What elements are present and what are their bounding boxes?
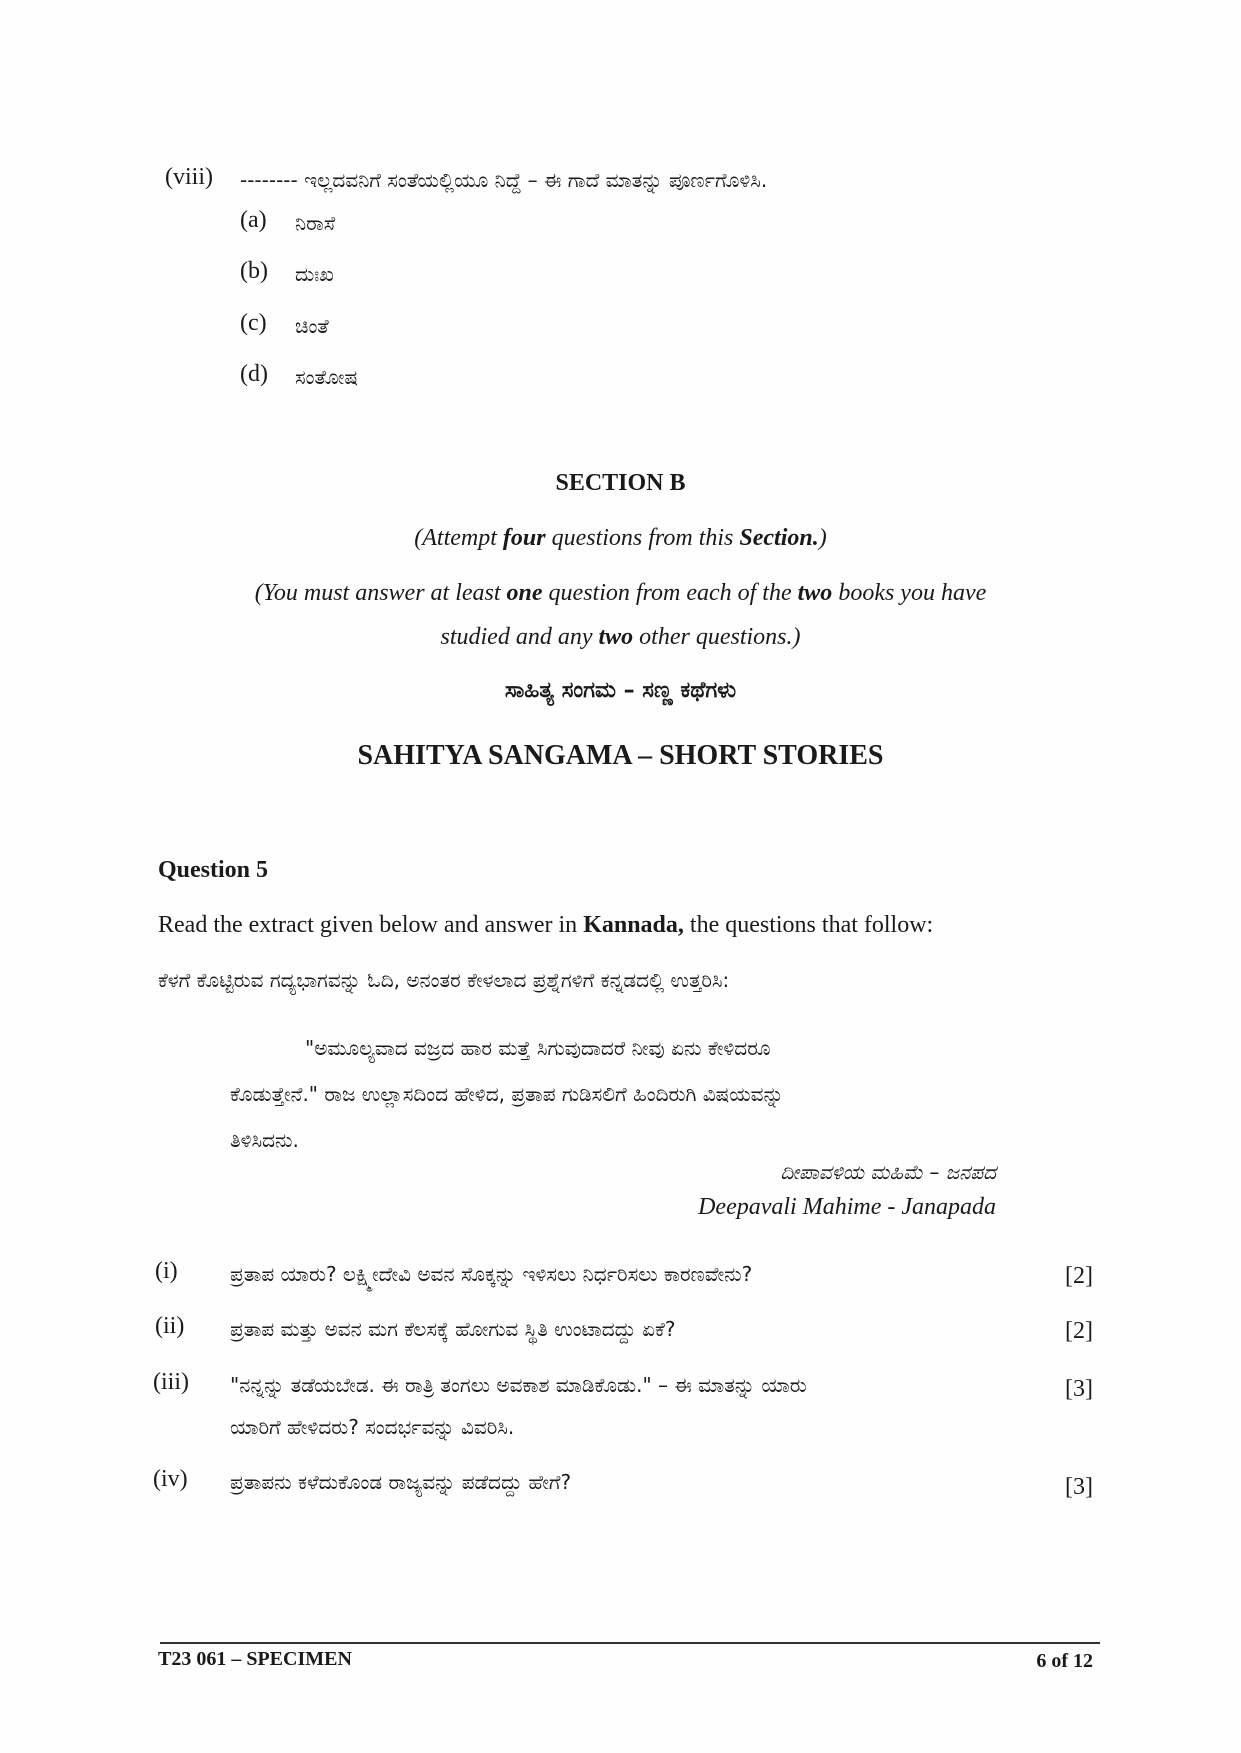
section-instruction-3 xyxy=(0,624,1241,651)
inst3-c: other questions.) xyxy=(633,624,801,650)
inst1-mid: questions from this xyxy=(545,525,740,551)
inst3-a: studied and any xyxy=(440,624,599,650)
instr-en-bold: Kannada, xyxy=(583,912,684,938)
section-instruction-1 xyxy=(0,525,1241,552)
inst1-bold2: Section. xyxy=(739,525,819,551)
q8-option-b-text: ದುಃಖ xyxy=(295,262,334,286)
extract-line-3: ತಿಳಿಸಿದನು. xyxy=(230,1128,299,1152)
inst2-d: two xyxy=(797,580,833,606)
q8-option-d-text: ಸಂತೋಷ xyxy=(295,365,358,389)
q8-number: (viii) xyxy=(165,164,213,190)
q8-text: -------- ಇಲ್ಲದವನಿಗೆ ಸಂತೆಯಲ್ಲಿಯೂ ನಿದ್ದೆ – ಈ ಗಾದೆ ಮಾತನ್ನು ಪೂರ್ಣಗೊಳಿಸಿ. xyxy=(240,168,768,192)
q8-option-a-text: ನಿರಾಸೆ xyxy=(295,211,336,235)
question-title: Question 5 xyxy=(158,857,269,883)
inst1-post: ) xyxy=(818,525,827,551)
inst3-b: two xyxy=(598,624,634,650)
sub-question-4-number: (iv) xyxy=(153,1466,188,1492)
extract-line-2: ಕೊಡುತ್ತೇನೆ." ರಾಜ ಉಲ್ಲಾಸದಿಂದ ಹೇಳಿದ, ಪ್ರತಾಪ ಗುಡಿಸಲಿಗೆ ಹಿಂದಿರುಗಿ ವಿಷಯವನ್ನು xyxy=(230,1082,784,1106)
sub-question-2-number: (ii) xyxy=(155,1313,185,1339)
sub-question-3-text: "ನನ್ನನ್ನು ತಡೆಯಬೇಡ. ಈ ರಾತ್ರಿ ತಂಗಲು ಅವಕಾಶ ಮಾಡಿಕೊಡು." – ಈ ಮಾತನ್ನು ಯಾರು xyxy=(230,1373,807,1397)
source-kannada: ದೀಪಾವಳಿಯ ಮಹಿಮೆ – ಜನಪದ xyxy=(780,1160,996,1184)
sub-question-3-marks: [3] xyxy=(1065,1376,1093,1402)
footer-paper-code: T23 061 – SPECIMEN xyxy=(158,1648,352,1670)
section-title: SECTION B xyxy=(555,470,686,496)
sub-question-3-text-cont: ಯಾರಿಗೆ ಹೇಳಿದರು? ಸಂದರ್ಭವನ್ನು ವಿವರಿಸಿ. xyxy=(230,1415,515,1439)
extract-line-1: "ಅಮೂಲ್ಯವಾದ ವಜ್ರದ ಹಾರ ಮತ್ತೆ ಸಿಗುವುದಾದರೆ ನೀವು ಏನು ಕೇಳಿದರೂ xyxy=(305,1036,771,1060)
source-english: Deepavali Mahime - Janapada xyxy=(698,1194,996,1220)
sub-question-4-text: ಪ್ರತಾಪನು ಕಳೆದುಕೊಂಡ ರಾಜ್ಯವನ್ನು ಪಡೆದದ್ದು ಹೇಗೆ? xyxy=(230,1470,572,1494)
inst2-c: question from each of the xyxy=(542,580,798,606)
section-instruction-2 xyxy=(0,580,1241,607)
inst2-b: one xyxy=(506,580,543,606)
question-instruction-english xyxy=(158,912,933,939)
sub-question-1-text: ಪ್ರತಾಪ ಯಾರು? ಲಕ್ಷ್ಮೀದೇವಿ ಅವನ ಸೊಕ್ಕನ್ನು ಇಳಿಸಲು ನಿರ್ಧರಿಸಲು ಕಾರಣವೇನು? xyxy=(230,1262,753,1286)
sub-question-2-text: ಪ್ರತಾಪ ಮತ್ತು ಅವನ ಮಗ ಕೆಲಸಕ್ಕೆ ಹೋಗುವ ಸ್ಥಿತಿ ಉಂಟಾದದ್ದು ಏಕೆ? xyxy=(230,1317,676,1341)
book-title-english: SAHITYA SANGAMA – SHORT STORIES xyxy=(357,740,884,771)
footer-page-number: 6 of 12 xyxy=(1036,1650,1093,1672)
q8-option-c-label: (c) xyxy=(240,310,267,336)
footer-divider xyxy=(160,1642,1100,1644)
sub-question-1-marks: [2] xyxy=(1065,1263,1093,1289)
instr-en-a: Read the extract given below and answer in xyxy=(158,912,584,938)
q8-option-b-label: (b) xyxy=(240,258,268,284)
sub-question-2-marks: [2] xyxy=(1065,1318,1093,1344)
q8-option-a-label: (a) xyxy=(240,207,267,233)
inst1-pre: (Attempt xyxy=(414,525,503,551)
inst2-e: books you have xyxy=(832,580,987,606)
sub-question-3-number: (iii) xyxy=(153,1369,189,1395)
book-title-kannada: ಸಾಹಿತ್ಯ ಸಂಗಮ – ಸಣ್ಣ ಕಥೆಗಳು xyxy=(504,678,737,703)
q8-option-d-label: (d) xyxy=(240,361,268,387)
question-instruction-kannada: ಕೆಳಗೆ ಕೊಟ್ಟಿರುವ ಗದ್ಯಭಾಗವನ್ನು ಓದಿ, ಅನಂತರ ಕೇಳಲಾದ ಪ್ರಶ್ನೆಗಳಿಗೆ ಕನ್ನಡದಲ್ಲಿ ಉತ್ತರಿಸಿ: xyxy=(158,968,730,992)
sub-question-1-number: (i) xyxy=(155,1258,178,1284)
inst2-a: (You must answer at least xyxy=(254,580,507,606)
inst1-bold: four xyxy=(502,525,546,551)
instr-en-c: the questions that follow: xyxy=(683,912,934,938)
sub-question-4-marks: [3] xyxy=(1065,1474,1093,1500)
q8-option-c-text: ಚಿಂತೆ xyxy=(295,314,329,338)
